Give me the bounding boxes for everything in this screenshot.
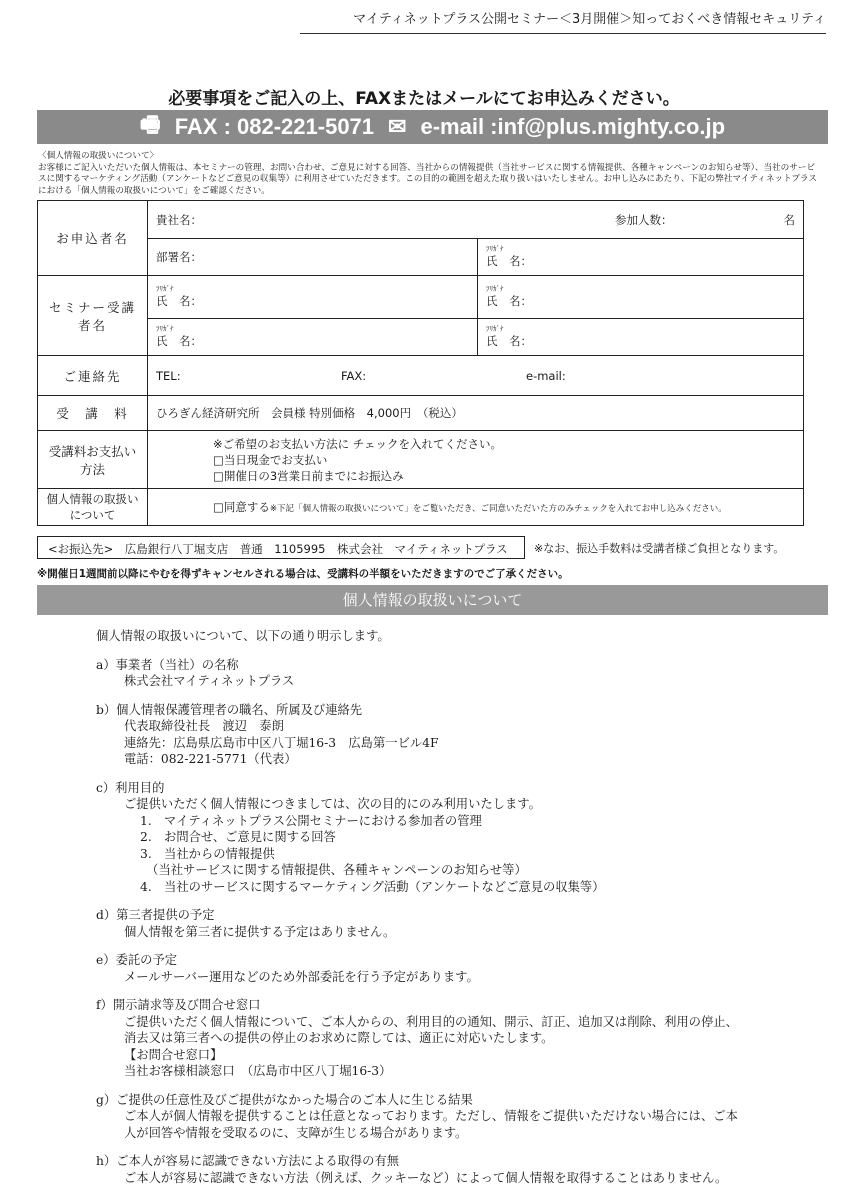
purpose-item: 2. お問合せ、ご意見に関する回答 — [140, 830, 336, 844]
fee-label: 受 講 料 — [38, 396, 148, 431]
purpose-item: 4. 当社のサービスに関するマーケティング活動（アンケートなどご意見の収集等） — [140, 879, 605, 894]
policy-section-e — [96, 952, 816, 985]
section-line: ご提供いただく個人情報につきましては、次の目的にのみ利用いたします。 — [124, 797, 541, 811]
privacy-note — [38, 151, 818, 197]
section-line: 電話：082-221-5771（代表） — [124, 752, 297, 766]
privacy-note-title: 〈個人情報の取扱いについて〉 — [38, 151, 159, 161]
cancel-note: ※開催日1週間前以降にやむを得ずキャンセルされる場合は、受講料の半額をいただきますのでご了承ください。 — [37, 568, 569, 580]
attendee-name-2[interactable]: ﾌﾘｶﾞﾅ 氏 名： — [478, 276, 804, 319]
contact-banner — [37, 110, 828, 144]
section-line: 連絡先：広島県広島市中区八丁堀16-3 広島第一ビル4F — [124, 735, 439, 750]
section-line: メールサーバー運用などのため外部委託を行う予定があります。 — [124, 969, 479, 984]
section-line: ご本人が容易に認識できない方法（例えば、クッキーなど）によって個人情報を取得することはありません。 — [124, 1170, 728, 1185]
payment-note: ※ご希望のお支払い方法に チェックを入れてください。 — [213, 436, 502, 451]
section-line: 消去又は第三者への提供の停止のお求めに際しては、適正に対応いたします。 — [124, 1031, 554, 1045]
section-line: ご提供いただく個人情報について、ご本人からの、利用目的の通知、開示、訂正、追加又は削除、利用の停止、 — [124, 1014, 738, 1029]
pay-transfer-checkbox[interactable]: □開催日の3営業日前までにお振込み — [213, 468, 404, 483]
section-line: 当社お客様相談窓口 （広島市中区八丁堀16-3） — [124, 1064, 392, 1078]
attendee-name-1[interactable]: ﾌﾘｶﾞﾅ 氏 名： — [148, 276, 478, 319]
envelope-icon: ✉ — [388, 114, 407, 139]
bank-fee-note: ※なお、振込手数料は受講者様ご負担となります。 — [534, 542, 785, 555]
policy-section-b — [96, 702, 816, 768]
section-line: ご本人が個人情報を提供することは任意となっております。ただし、情報をご提供いただけない場合には、ご本 — [124, 1109, 738, 1123]
section-heading: d）第三者提供の予定 — [96, 908, 215, 922]
purpose-item: 3. 当社からの情報提供 — [140, 846, 275, 861]
document-header: マイティネットプラス公開セミナー＜3月開催＞知っておくべき情報セキュリティ — [300, 8, 826, 34]
policy-section-d — [96, 907, 816, 940]
contact-label: ご連絡先 — [38, 356, 148, 396]
applicant-label: お申込者名 — [38, 201, 148, 276]
section-line: 代表取締役社長 渡辺 泰朗 — [124, 719, 284, 733]
agree-checkbox[interactable]: □同意する — [213, 500, 270, 514]
section-heading: b）個人情報保護管理者の職名、所属及び連絡先 — [96, 702, 363, 717]
dept-field[interactable]: 部署名： — [148, 239, 478, 276]
contact-fields[interactable]: TEL: FAX: e-mail: — [148, 356, 804, 396]
email-address: e-mail :inf@plus.mighty.co.jp — [420, 114, 726, 139]
applicant-name-field[interactable]: ﾌﾘｶﾞﾅ 氏 名： — [478, 239, 804, 276]
section-heading: a）事業者（当社）の名称 — [96, 657, 239, 672]
application-form — [37, 200, 804, 526]
section-line: 人が回答や情報を受取るのに、支障が生じる場合があります。 — [124, 1125, 468, 1140]
attendee-label: セミナー受講者名 — [38, 276, 148, 356]
policy-banner: 個人情報の取扱いについて — [37, 585, 828, 615]
policy-intro: 個人情報の取扱いについて、以下の通り明示します。 — [96, 629, 390, 643]
page-heading: 必要事項をご記入の上、FAXまたはメールにてお申込みください。 — [168, 89, 680, 109]
section-heading: h）ご本人が容易に認識できない方法による取得の有無 — [96, 1154, 400, 1168]
section-heading: c）利用目的 — [96, 780, 165, 795]
policy-section-f — [96, 997, 816, 1080]
policy-section-c — [96, 780, 816, 896]
section-line: 個人情報を第三者に提供する予定はありません。 — [124, 924, 396, 939]
pay-cash-checkbox[interactable]: □当日現金でお支払い — [213, 452, 328, 467]
attendee-name-4[interactable]: ﾌﾘｶﾞﾅ 氏 名： — [478, 319, 804, 356]
fax-machine-icon: 🖷 — [139, 112, 161, 137]
purpose-item: （当社サービスに関する情報提供、各種キャンペーンのお知らせ等） — [140, 863, 527, 877]
agree-note: ※下記「個人情報の取扱いについて」をご覧いただき、ご同意いただいた方のみチェックを入れてお申し込みください。 — [269, 504, 727, 514]
section-heading: g）ご提供の任意性及びご提供がなかった場合のご本人に生じる結果 — [96, 1092, 473, 1107]
section-heading: e）委託の予定 — [96, 953, 178, 967]
privacy-label: 個人情報の取扱いについて — [38, 489, 148, 526]
privacy-note-text: お客様にご記入いただいた個人情報は、本セミナーの管理、お問い合わせ、ご意見に対する回答、当社からの情報提供（当社サービスに関する情報提供、各種キャンペーンのお知らせ等）、当社のサービスに関するマーケティング活動（アンケートなどご意見の収集等）に利用させていただきます。この目的の範囲を超えた取り扱いはいたしません。お申し込みにあたり、下記の弊社マイティネットプラスにおける「個人情報の取扱いについて」をご確認ください。 — [38, 162, 817, 196]
fee-value: ひろぎん経済研究所 会員様 特別価格 4,000円 （税込） — [148, 396, 804, 431]
section-heading: f）開示請求等及び問合せ窓口 — [96, 998, 261, 1012]
policy-section-a — [96, 657, 816, 690]
fax-number: FAX : 082-221-5071 — [174, 114, 375, 139]
policy-section-h — [96, 1153, 816, 1186]
bank-info: <お振込先> 広島銀行八丁堀支店 普通 1105995 株式会社 マイティネットプラス — [37, 536, 525, 559]
section-line: 株式会社マイティネットプラス — [124, 674, 295, 688]
attendee-name-3[interactable]: ﾌﾘｶﾞﾅ 氏 名： — [148, 319, 478, 356]
policy-body — [96, 628, 816, 1186]
payment-label: 受講料お支払い方法 — [38, 431, 148, 489]
purpose-item: 1. マイティネットプラス公開セミナーにおける参加者の管理 — [140, 813, 482, 828]
company-field[interactable]: 貴社名： 参加人数： 名 — [148, 201, 804, 239]
policy-section-g — [96, 1092, 816, 1142]
section-line: 【お問合せ窓口】 — [124, 1047, 223, 1062]
